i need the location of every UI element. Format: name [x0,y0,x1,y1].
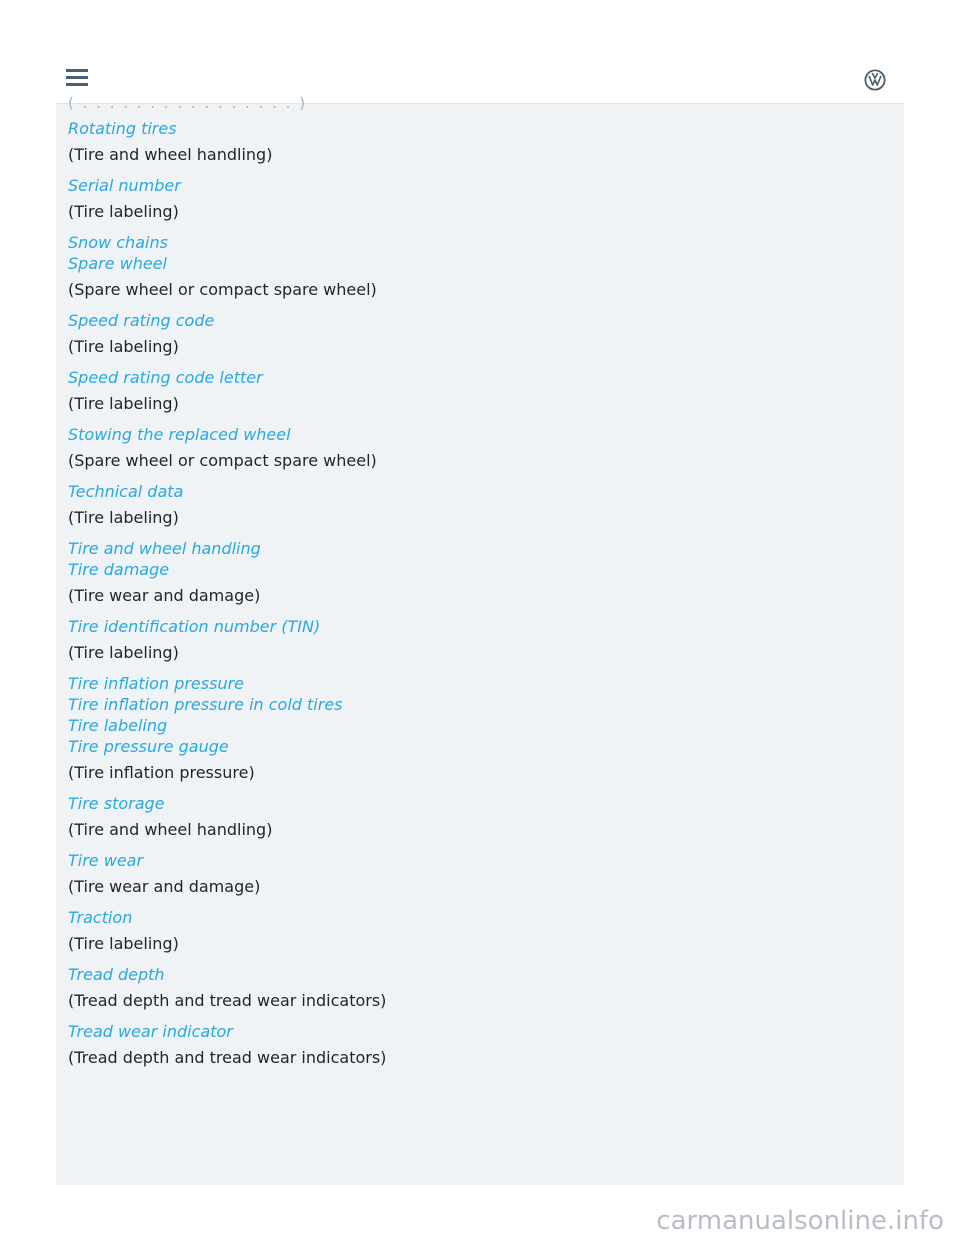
index-entry [68,175,888,223]
index-section-reference: (Tire labeling) [68,202,179,221]
index-term-link[interactable]: Speed rating code [68,311,215,330]
index-entry [68,481,888,529]
index-term-link[interactable]: Tire and wheel handling [68,539,261,558]
index-section-reference: (Spare wheel or compact spare wheel) [68,280,377,299]
index-section-reference: (Tread depth and tread wear indicators) [68,1048,387,1067]
index-section-reference: (Tire labeling) [68,643,179,662]
index-term-link[interactable]: Tire wear [68,851,144,870]
index-term-link[interactable]: Tire storage [68,794,165,813]
index-section-reference: (Tire inflation pressure) [68,763,255,782]
index-section-reference: (Tire labeling) [68,508,179,527]
vw-logo-icon[interactable] [864,69,886,91]
index-entries-list [68,118,888,1078]
index-term-link[interactable]: Tire damage [68,560,170,579]
index-section-reference: (Tire labeling) [68,337,179,356]
index-term-link[interactable]: Tread depth [68,965,165,984]
index-term-link[interactable]: Stowing the replaced wheel [68,425,291,444]
index-entry [68,367,888,415]
clipped-previous-line: ( . . . . . . . . . . . . . . . . ) [68,94,308,112]
index-section-reference: (Tire wear and damage) [68,877,261,896]
index-section-reference: (Spare wheel or compact spare wheel) [68,451,377,470]
index-section-reference: (Tire wear and damage) [68,586,261,605]
index-term-link[interactable]: Technical data [68,482,184,501]
index-entry [68,1021,888,1069]
index-entry [68,232,888,301]
index-section-reference: (Tire labeling) [68,394,179,413]
index-entry [68,118,888,166]
index-entry [68,538,888,607]
index-entry [68,310,888,358]
index-entry [68,907,888,955]
index-term-link[interactable]: Speed rating code letter [68,368,263,387]
index-entry [68,850,888,898]
index-section-reference: (Tire and wheel handling) [68,820,273,839]
index-term-link[interactable]: Serial number [68,176,181,195]
index-term-link[interactable]: Spare wheel [68,254,167,273]
index-entry [68,616,888,664]
index-content-panel [56,94,904,1185]
index-term-link[interactable]: Traction [68,908,133,927]
index-entry [68,793,888,841]
index-term-link[interactable]: Tire labeling [68,716,168,735]
index-section-reference: (Tire and wheel handling) [68,145,273,164]
hamburger-menu-icon[interactable] [66,69,88,87]
index-term-link[interactable]: Rotating tires [68,119,177,138]
index-section-reference: (Tire labeling) [68,934,179,953]
index-section-reference: (Tread depth and tread wear indicators) [68,991,387,1010]
index-entry [68,673,888,784]
watermark: carmanualsonline.info [656,1206,944,1236]
index-term-link[interactable]: Tire inflation pressure in cold tires [68,695,343,714]
index-term-link[interactable]: Tire pressure gauge [68,737,229,756]
index-term-link[interactable]: Tire inflation pressure [68,674,244,693]
index-term-link[interactable]: Tire identification number (TIN) [68,617,321,636]
index-term-link[interactable]: Tread wear indicator [68,1022,233,1041]
index-term-link[interactable]: Snow chains [68,233,168,252]
index-entry [68,964,888,1012]
index-entry [68,424,888,472]
